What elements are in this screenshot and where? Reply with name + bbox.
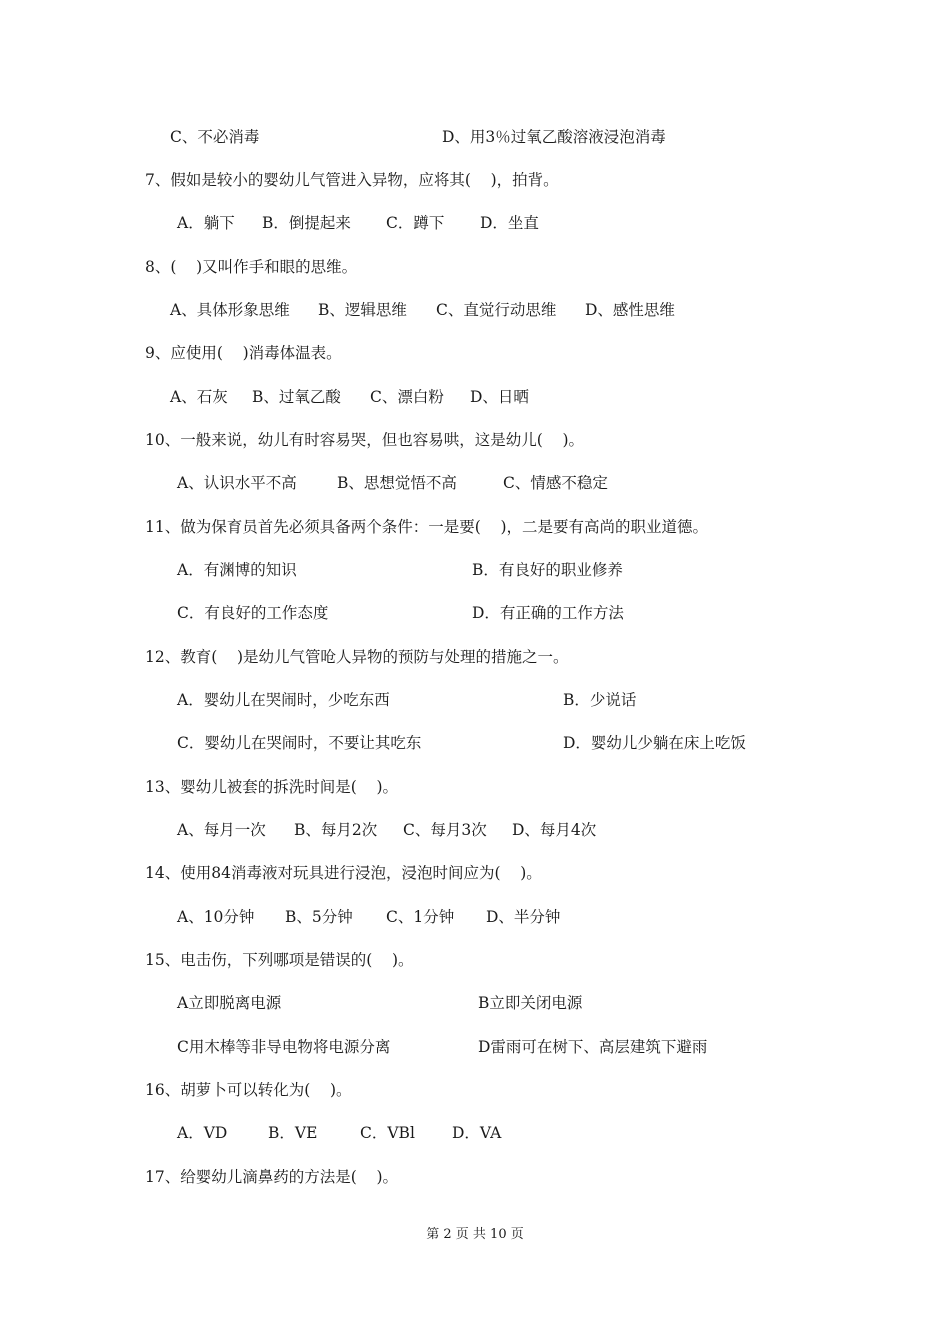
question-7-stem: 7、假如是较小的婴幼儿气管进入异物，应将其( )，拍背。 (145, 171, 559, 189)
q10-option-c: C、情感不稳定 (503, 474, 608, 492)
page-footer: 第 2 页 共 10 页 (426, 1227, 524, 1242)
question-16-stem: 16、胡萝卜可以转化为( )。 (145, 1081, 352, 1099)
q16-option-b: B．VE (268, 1124, 318, 1142)
q11-option-a: A．有渊博的知识 (177, 561, 297, 579)
q15-option-b: B立即关闭电源 (478, 994, 583, 1012)
q11-option-b: B．有良好的职业修养 (472, 561, 623, 579)
q12-option-a: A．婴幼儿在哭闹时，少吃东西 (177, 691, 390, 709)
q8-option-c: C、直觉行动思维 (436, 301, 557, 319)
q9-option-a: A、石灰 (170, 388, 228, 406)
q9-option-c: C、漂白粉 (370, 388, 444, 406)
q14-option-a: A、10分钟 (177, 908, 255, 926)
q12-option-b: B．少说话 (563, 691, 637, 709)
q6-option-d: D、用3％过氧乙酸溶液浸泡消毒 (442, 128, 666, 146)
q8-option-d: D、感性思维 (585, 301, 675, 319)
q11-option-d: D．有正确的工作方法 (472, 604, 624, 622)
question-15-stem: 15、电击伤，下列哪项是错误的( )。 (145, 951, 414, 969)
q7-option-b: B．倒提起来 (262, 214, 351, 232)
q6-option-c: C、不必消毒 (170, 128, 260, 146)
question-11-stem: 11、做为保育员首先必须具备两个条件：一是要( )，二是要有高尚的职业道德。 (145, 518, 709, 536)
q14-option-c: C、1分钟 (386, 908, 455, 926)
question-17-stem: 17、给婴幼儿滴鼻药的方法是( )。 (145, 1168, 399, 1186)
q12-option-d: D．婴幼儿少躺在床上吃饭 (563, 734, 746, 752)
question-9-stem: 9、应使用( )消毒体温表。 (145, 344, 342, 362)
q13-option-c: C、每月3次 (403, 821, 487, 839)
q15-option-c: C用木棒等非导电物将电源分离 (177, 1038, 391, 1056)
q13-option-a: A、每月一次 (177, 821, 266, 839)
q13-option-d: D、每月4次 (512, 821, 597, 839)
q15-option-a: A立即脱离电源 (177, 994, 282, 1012)
q16-option-a: A．VD (177, 1124, 228, 1142)
q10-option-a: A、认识水平不高 (177, 474, 297, 492)
q9-option-b: B、过氧乙酸 (252, 388, 341, 406)
q12-option-c: C．婴幼儿在哭闹时，不要让其吃东 (177, 734, 422, 752)
q7-option-c: C．蹲下 (386, 214, 445, 232)
q8-option-a: A、具体形象思维 (170, 301, 290, 319)
q16-option-d: D．VA (452, 1124, 502, 1142)
question-10-stem: 10、一般来说，幼儿有时容易哭，但也容易哄，这是幼儿( )。 (145, 431, 585, 449)
q11-option-c: C．有良好的工作态度 (177, 604, 329, 622)
q16-option-c: C．VBl (360, 1124, 415, 1142)
q8-option-b: B、逻辑思维 (318, 301, 407, 319)
q15-option-d: D雷雨可在树下、高层建筑下避雨 (478, 1038, 708, 1056)
q7-option-a: A．躺下 (177, 214, 235, 232)
question-8-stem: 8、( )又叫作手和眼的思维。 (145, 258, 358, 276)
q13-option-b: B、每月2次 (294, 821, 378, 839)
q10-option-b: B、思想觉悟不高 (337, 474, 457, 492)
q14-option-b: B、5分钟 (285, 908, 353, 926)
q7-option-d: D．坐直 (480, 214, 539, 232)
q14-option-d: D、半分钟 (486, 908, 561, 926)
q9-option-d: D、日晒 (470, 388, 529, 406)
question-12-stem: 12、教育( )是幼儿气管呛人异物的预防与处理的措施之一。 (145, 648, 569, 666)
question-13-stem: 13、婴幼儿被套的拆洗时间是( )。 (145, 778, 399, 796)
question-14-stem: 14、使用84消毒液对玩具进行浸泡，浸泡时间应为( )。 (145, 864, 542, 882)
